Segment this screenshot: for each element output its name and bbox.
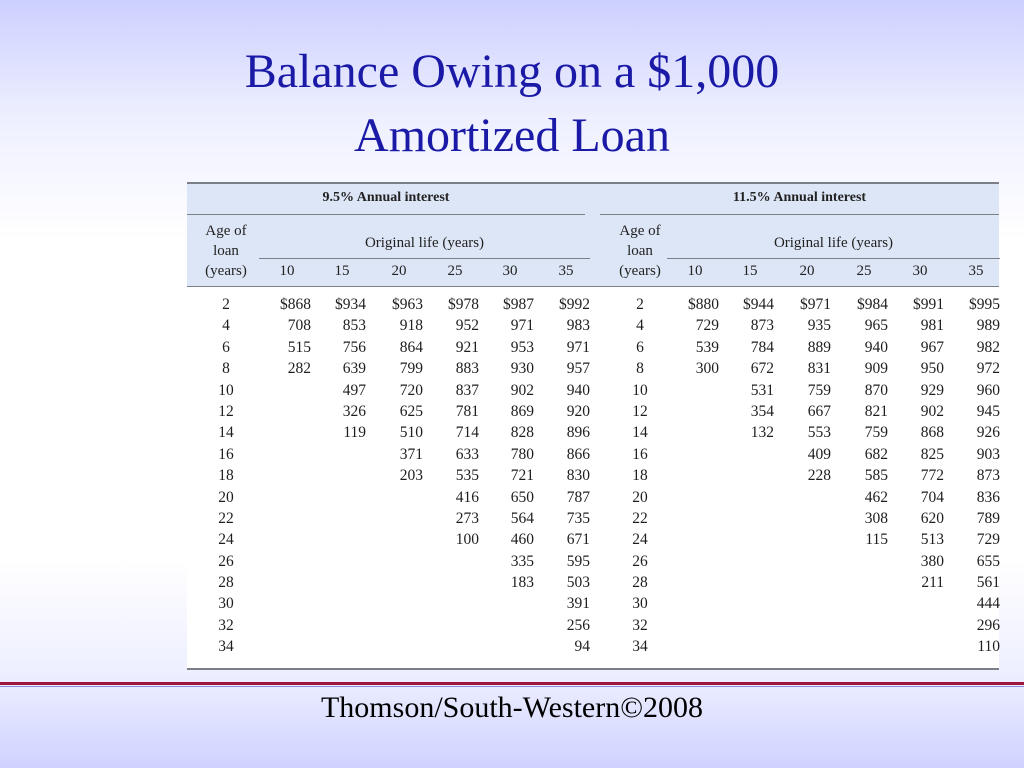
balance-column — [314, 294, 366, 444]
balance-cell: 462 — [864, 488, 888, 506]
balance-cell: 781 — [455, 402, 479, 420]
age-cell: 22 — [632, 509, 648, 527]
balance-column — [482, 294, 534, 593]
balance-cell: 539 — [695, 338, 719, 356]
balance-cell: 883 — [455, 360, 479, 378]
balance-cell: 909 — [864, 360, 888, 378]
balance-cell: 799 — [399, 360, 423, 378]
age-header-line: Age of — [205, 223, 247, 239]
balance-cell: 772 — [920, 467, 944, 485]
balance-cell: 729 — [695, 317, 719, 335]
age-column — [187, 294, 265, 658]
balance-cell: 756 — [342, 338, 366, 356]
balance-cell: 965 — [864, 317, 888, 335]
balance-cell: 513 — [920, 531, 944, 549]
age-cell: 6 — [222, 338, 230, 356]
balance-cell: 380 — [920, 552, 944, 570]
age-cell: 24 — [632, 531, 648, 549]
balance-cell: 535 — [455, 467, 479, 485]
balance-cell: 273 — [455, 509, 479, 527]
balance-cell: 416 — [455, 488, 479, 506]
age-cell: 32 — [218, 616, 234, 634]
balance-column — [371, 294, 423, 487]
life-years-header: 35 — [968, 263, 984, 279]
balance-cell: 896 — [566, 424, 590, 442]
balance-cell: 228 — [807, 467, 831, 485]
balance-column — [259, 294, 311, 380]
age-cell: 10 — [632, 381, 648, 399]
balance-cell: 561 — [976, 574, 1000, 592]
balance-cell: 211 — [921, 574, 944, 592]
balance-cell: 704 — [920, 488, 944, 506]
balance-cell: 625 — [399, 402, 423, 420]
balance-cell: 831 — [807, 360, 831, 378]
balance-column — [538, 294, 590, 658]
group-title-rule — [187, 214, 585, 215]
balance-cell: 869 — [510, 402, 534, 420]
age-cell: 22 — [218, 509, 234, 527]
balance-cell: 945 — [976, 402, 1000, 420]
age-cell: 12 — [218, 402, 234, 420]
balance-cell: 957 — [566, 360, 590, 378]
life-years-header: 25 — [447, 263, 463, 279]
balance-cell: 300 — [695, 360, 719, 378]
balance-cell: 667 — [807, 402, 831, 420]
balance-cell: 119 — [343, 424, 366, 442]
age-cell: 20 — [632, 488, 648, 506]
balance-cell: 866 — [566, 445, 590, 463]
balance-cell: 639 — [342, 360, 366, 378]
balance-cell: $880 — [688, 296, 719, 313]
balance-cell: $963 — [392, 296, 423, 313]
life-years-header: 30 — [912, 263, 928, 279]
original-life-header: Original life (years) — [364, 235, 485, 251]
age-cell: 32 — [632, 616, 648, 634]
original-life-header: Original life (years) — [773, 235, 894, 251]
age-cell: 8 — [222, 360, 230, 378]
balance-cell: 982 — [976, 338, 1000, 356]
group-title: 11.5% Annual interest — [732, 190, 867, 205]
balance-column — [836, 294, 888, 551]
table-bottom-rule — [187, 668, 999, 670]
life-years-header: 25 — [856, 263, 872, 279]
balance-cell: 620 — [920, 509, 944, 527]
balance-cell: 929 — [920, 381, 944, 399]
balance-cell: 759 — [807, 381, 831, 399]
balance-cell: 989 — [976, 317, 1000, 335]
balance-cell: 952 — [455, 317, 479, 335]
age-header-line: loan — [213, 243, 239, 259]
age-header-line: (years) — [205, 263, 247, 279]
balance-cell: $995 — [969, 296, 1000, 313]
balance-cell: 729 — [976, 531, 1000, 549]
group-title: 9.5% Annual interest — [322, 190, 450, 205]
age-cell: 8 — [636, 360, 644, 378]
balance-cell: 308 — [864, 509, 888, 527]
balance-cell: 94 — [574, 638, 590, 656]
age-cell: 14 — [218, 424, 234, 442]
balance-cell: 902 — [920, 402, 944, 420]
slide-title-line-2: Amortized Loan — [354, 109, 670, 162]
balance-cell: 391 — [566, 595, 590, 613]
balance-cell: 497 — [342, 381, 366, 399]
footer-copyright: Thomson/South-Western©2008 — [320, 691, 704, 724]
balance-cell: 326 — [342, 402, 366, 420]
balance-cell: 721 — [510, 467, 534, 485]
balance-cell: 296 — [976, 616, 1000, 634]
original-life-rule — [667, 258, 1000, 259]
life-years-header: 20 — [799, 263, 815, 279]
balance-column — [779, 294, 831, 487]
age-cell: 6 — [636, 338, 644, 356]
balance-cell: 371 — [399, 445, 423, 463]
balance-cell: 930 — [510, 360, 534, 378]
life-years-header: 35 — [558, 263, 574, 279]
balance-cell: 335 — [510, 552, 534, 570]
balance-cell: 460 — [510, 531, 534, 549]
balance-cell: 409 — [807, 445, 831, 463]
age-cell: 26 — [632, 552, 648, 570]
balance-cell: 870 — [864, 381, 888, 399]
balance-cell: 889 — [807, 338, 831, 356]
age-cell: 14 — [632, 424, 648, 442]
balance-cell: 784 — [750, 338, 774, 356]
balance-cell: 714 — [455, 424, 479, 442]
age-cell: 4 — [636, 317, 644, 335]
age-cell: 12 — [632, 402, 648, 420]
age-cell: 34 — [632, 638, 648, 656]
balance-cell: 821 — [864, 402, 888, 420]
age-cell: 10 — [218, 381, 234, 399]
balance-cell: $971 — [800, 296, 831, 313]
balance-cell: 837 — [455, 381, 479, 399]
life-years-header: 20 — [391, 263, 407, 279]
balance-cell: 444 — [976, 595, 1000, 613]
age-header-line: (years) — [619, 263, 661, 279]
balance-cell: 983 — [566, 317, 590, 335]
balance-cell: 203 — [399, 467, 423, 485]
age-cell: 28 — [632, 574, 648, 592]
balance-cell: 853 — [342, 317, 366, 335]
age-cell: 30 — [218, 595, 234, 613]
balance-cell: 650 — [510, 488, 534, 506]
balance-cell: $987 — [503, 296, 534, 313]
age-cell: 28 — [218, 574, 234, 592]
balance-cell: 971 — [510, 317, 534, 335]
balance-cell: 864 — [399, 338, 423, 356]
balance-cell: 100 — [455, 531, 479, 549]
balance-cell: 828 — [510, 424, 534, 442]
life-years-header: 10 — [279, 263, 295, 279]
balance-cell: 531 — [750, 381, 774, 399]
balance-cell: 735 — [566, 509, 590, 527]
balance-cell: 903 — [976, 445, 1000, 463]
footer-divider — [0, 682, 1024, 685]
balance-cell: 921 — [455, 338, 479, 356]
age-cell: 18 — [632, 467, 648, 485]
balance-cell: $991 — [913, 296, 944, 313]
balance-cell: 960 — [976, 381, 1000, 399]
balance-cell: 920 — [566, 402, 590, 420]
balance-cell: 926 — [976, 424, 1000, 442]
balance-cell: 971 — [566, 338, 590, 356]
balance-cell: 759 — [864, 424, 888, 442]
balance-cell: $944 — [743, 296, 774, 313]
balance-cell: 671 — [566, 531, 590, 549]
group-title-rule — [600, 214, 999, 215]
balance-cell: $934 — [335, 296, 366, 313]
balance-cell: 633 — [455, 445, 479, 463]
balance-cell: 825 — [920, 445, 944, 463]
balance-cell: 672 — [750, 360, 774, 378]
loan-balance-table — [187, 182, 999, 670]
age-cell: 2 — [222, 296, 230, 313]
balance-cell: 830 — [566, 467, 590, 485]
balance-column — [722, 294, 774, 444]
balance-cell: $984 — [857, 296, 888, 313]
balance-cell: 682 — [864, 445, 888, 463]
age-cell: 24 — [218, 531, 234, 549]
life-years-header: 15 — [742, 263, 758, 279]
balance-column — [948, 294, 1000, 658]
slide-title — [0, 40, 1024, 168]
age-cell: 16 — [218, 445, 234, 463]
balance-cell: 902 — [510, 381, 534, 399]
life-years-header: 30 — [502, 263, 518, 279]
balance-cell: 868 — [920, 424, 944, 442]
balance-cell: 282 — [287, 360, 311, 378]
balance-cell: 503 — [566, 574, 590, 592]
balance-cell: 595 — [566, 552, 590, 570]
balance-cell: 564 — [510, 509, 534, 527]
balance-cell: 873 — [750, 317, 774, 335]
balance-column — [667, 294, 719, 380]
balance-cell: 132 — [750, 424, 774, 442]
balance-cell: 510 — [399, 424, 423, 442]
balance-cell: $978 — [448, 296, 479, 313]
age-cell: 18 — [218, 467, 234, 485]
balance-cell: 967 — [920, 338, 944, 356]
balance-cell: 354 — [750, 402, 774, 420]
balance-cell: 789 — [976, 509, 1000, 527]
age-cell: 20 — [218, 488, 234, 506]
balance-cell: 780 — [510, 445, 534, 463]
balance-cell: 836 — [976, 488, 1000, 506]
balance-cell: 935 — [807, 317, 831, 335]
balance-column — [892, 294, 944, 593]
balance-cell: $868 — [280, 296, 311, 313]
age-cell: 34 — [218, 638, 234, 656]
balance-cell: 655 — [976, 552, 1000, 570]
balance-cell: 553 — [807, 424, 831, 442]
balance-column — [427, 294, 479, 551]
balance-cell: 708 — [287, 317, 311, 335]
age-cell: 30 — [632, 595, 648, 613]
age-header-line: loan — [627, 243, 653, 259]
balance-cell: 585 — [864, 467, 888, 485]
balance-cell: 950 — [920, 360, 944, 378]
life-years-header: 10 — [687, 263, 703, 279]
age-cell: 26 — [218, 552, 234, 570]
age-cell: 4 — [222, 317, 230, 335]
balance-cell: 981 — [920, 317, 944, 335]
balance-cell: 940 — [566, 381, 590, 399]
balance-cell: $992 — [559, 296, 590, 313]
footer-divider-thin — [0, 686, 1024, 687]
life-years-header: 15 — [334, 263, 350, 279]
balance-cell: 183 — [510, 574, 534, 592]
balance-cell: 515 — [287, 338, 311, 356]
balance-cell: 110 — [977, 638, 1000, 656]
original-life-rule — [259, 258, 590, 259]
age-cell: 16 — [632, 445, 648, 463]
balance-cell: 972 — [976, 360, 1000, 378]
balance-cell: 953 — [510, 338, 534, 356]
slide-title-line-1: Balance Owing on a $1,000 — [244, 45, 780, 98]
balance-cell: 787 — [566, 488, 590, 506]
balance-cell: 115 — [865, 531, 888, 549]
balance-cell: 918 — [399, 317, 423, 335]
balance-cell: 256 — [566, 616, 590, 634]
table-header-bottom-rule — [187, 286, 999, 287]
age-cell: 2 — [636, 296, 644, 313]
balance-cell: 873 — [976, 467, 1000, 485]
balance-cell: 940 — [864, 338, 888, 356]
age-header-line: Age of — [619, 223, 661, 239]
balance-cell: 720 — [399, 381, 423, 399]
table-top-rule — [187, 182, 999, 184]
